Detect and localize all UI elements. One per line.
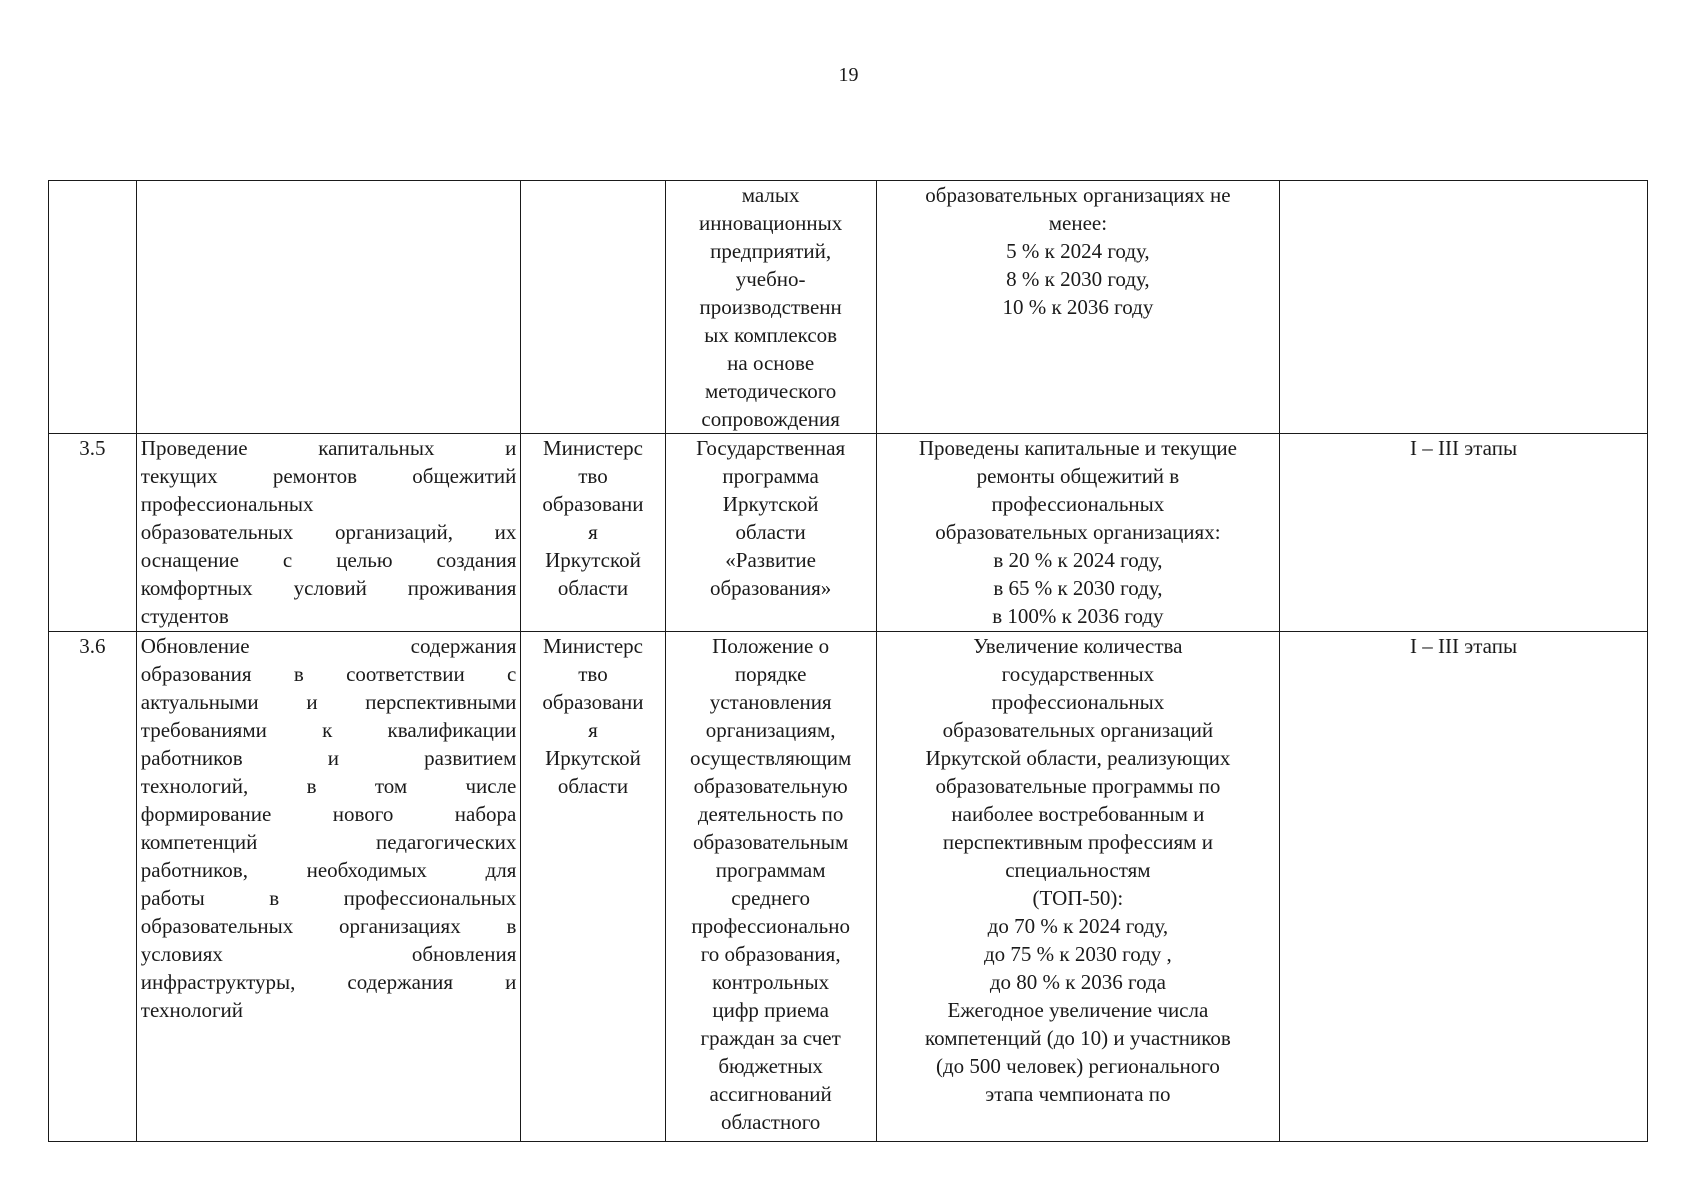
text-line: образования» xyxy=(710,576,832,600)
text-line: Иркутской области, реализующих xyxy=(925,746,1231,770)
text-line: инновационных xyxy=(699,211,843,235)
text-line: государственных xyxy=(1001,662,1155,686)
event-cell xyxy=(136,434,521,632)
text-line: в 65 % к 2030 году, xyxy=(993,576,1163,600)
text-line: (ТОП-50): xyxy=(1032,886,1124,910)
text-line: образовательных организаций xyxy=(942,718,1214,742)
text-line: я xyxy=(588,718,598,742)
text-line: Обновление содержания xyxy=(140,634,517,658)
text-line: среднего xyxy=(731,886,810,910)
row-number-cell xyxy=(49,181,137,434)
table-row xyxy=(49,434,1648,632)
text-line: программам xyxy=(715,858,826,882)
text-line: я xyxy=(588,520,598,544)
text-line: Положение о xyxy=(712,634,830,658)
text-line: Иркутской xyxy=(545,746,641,770)
event-cell xyxy=(136,181,521,434)
text-line: области xyxy=(557,774,629,798)
text-line: комфортных условий проживания xyxy=(140,576,517,600)
text-line: области xyxy=(557,576,629,600)
page-number: 19 xyxy=(838,64,859,86)
text-line: «Развитие xyxy=(725,548,816,572)
text-line: организациям, xyxy=(705,718,836,742)
text-line: оснащение с целью создания xyxy=(140,548,517,572)
text-line: компетенций (до 10) и участников xyxy=(924,1026,1231,1050)
text-line: технологий xyxy=(140,998,244,1022)
text-line: Министерс xyxy=(542,634,643,658)
text-line: условиях обновления xyxy=(140,942,517,966)
text-line: до 70 % к 2024 году, xyxy=(987,914,1169,938)
text-line: 5 % к 2024 году, xyxy=(1006,239,1150,263)
text-line: Иркутской xyxy=(545,548,641,572)
text-line: профессионально xyxy=(691,914,850,938)
text-line: студентов xyxy=(140,604,229,628)
text-line: 8 % к 2030 году, xyxy=(1006,267,1150,291)
text-line: на основе xyxy=(727,351,815,375)
text-line: требованиями к квалификации xyxy=(140,718,517,742)
row-number-cell: 3.6 xyxy=(49,632,137,1142)
text-line: осуществляющим xyxy=(690,746,852,770)
text-line: тво xyxy=(578,464,608,488)
text-line: образовательным xyxy=(693,830,849,854)
text-line: Государственная xyxy=(696,436,846,460)
text-line: граждан за счет xyxy=(700,1026,841,1050)
text-line: менее: xyxy=(1048,211,1108,235)
document-cell xyxy=(665,632,876,1142)
text-line: наиболее востребованным и xyxy=(951,802,1205,826)
text-line: Проведение капитальных и xyxy=(140,436,517,460)
text-line: технологий, в том числе xyxy=(140,774,517,798)
text-line: Министерс xyxy=(542,436,643,460)
text-line: образования в соответствии с xyxy=(140,662,517,686)
text-line: Увеличение количества xyxy=(973,634,1183,658)
text-line: компетенций педагогических xyxy=(140,830,517,854)
text-line: образовательных организациях в xyxy=(140,914,517,938)
text-line: методического xyxy=(705,379,837,403)
text-line: работы в профессиональных xyxy=(140,886,517,910)
text-line: тво xyxy=(578,662,608,686)
text-line: го образования, xyxy=(700,942,841,966)
text-line: образовательную xyxy=(693,774,848,798)
text-line: образовательных организациях не xyxy=(925,183,1231,207)
responsible-cell xyxy=(521,434,665,632)
text-line: 10 % к 2036 году xyxy=(1002,295,1154,319)
result-cell xyxy=(876,632,1279,1142)
text-line: Иркутской xyxy=(722,492,819,516)
text-line: этапа чемпионата по xyxy=(985,1082,1171,1106)
measures-table xyxy=(48,180,1648,1142)
table-row xyxy=(49,632,1648,1142)
text-line: контрольных xyxy=(712,970,830,994)
text-line: образовательных организациях: xyxy=(935,520,1221,544)
text-line: установления xyxy=(709,690,832,714)
text-line: ых комплексов xyxy=(704,323,838,347)
text-line: (до 500 человек) регионального xyxy=(935,1054,1220,1078)
text-line: ремонты общежитий в xyxy=(976,464,1180,488)
event-cell xyxy=(136,632,521,1142)
text-line: деятельность по xyxy=(697,802,844,826)
text-line: профессиональных xyxy=(140,492,314,516)
row-number-cell: 3.5 xyxy=(49,434,137,632)
result-cell xyxy=(876,434,1279,632)
text-line: программа xyxy=(722,464,819,488)
text-line: учебно- xyxy=(735,267,806,291)
document-cell xyxy=(665,434,876,632)
stage-cell xyxy=(1280,181,1648,434)
text-line: до 80 % к 2036 года xyxy=(989,970,1166,994)
text-line: производственн xyxy=(699,295,842,319)
text-line: работников, необходимых для xyxy=(140,858,517,882)
text-line: работников и развитием xyxy=(140,746,517,770)
text-line: профессиональных xyxy=(991,492,1165,516)
text-line: в 100% к 2036 году xyxy=(992,604,1164,628)
text-line: Ежегодное увеличение числа xyxy=(947,998,1209,1022)
text-line: образовательных организаций, их xyxy=(140,520,517,544)
text-line: цифр приема xyxy=(712,998,829,1022)
text-line: сопровождения xyxy=(701,407,840,431)
text-line: областного xyxy=(721,1110,821,1134)
text-line: образовани xyxy=(542,492,644,516)
text-line: порядке xyxy=(734,662,807,686)
text-line: инфраструктуры, содержания и xyxy=(140,970,517,994)
document-cell xyxy=(665,181,876,434)
text-line: перспективным профессиям и xyxy=(942,830,1213,854)
result-cell xyxy=(876,181,1279,434)
text-line: ассигнований xyxy=(709,1082,832,1106)
text-line: предприятий, xyxy=(710,239,832,263)
stage-cell: I – III этапы xyxy=(1280,434,1648,632)
text-line: текущих ремонтов общежитий xyxy=(140,464,517,488)
text-line: образовательные программы по xyxy=(935,774,1221,798)
text-line: формирование нового набора xyxy=(140,802,517,826)
text-line: профессиональных xyxy=(991,690,1165,714)
text-line: образовани xyxy=(542,690,644,714)
responsible-cell xyxy=(521,181,665,434)
text-line: актуальными и перспективными xyxy=(140,690,517,714)
text-line: специальностям xyxy=(1005,858,1151,882)
text-line: в 20 % к 2024 году, xyxy=(993,548,1163,572)
text-line: малых xyxy=(741,183,800,207)
text-line: области xyxy=(735,520,806,544)
table-row xyxy=(49,181,1648,434)
text-line: до 75 % к 2030 году , xyxy=(984,942,1172,966)
text-line: бюджетных xyxy=(718,1054,823,1078)
stage-cell: I – III этапы xyxy=(1280,632,1648,1142)
text-line: Проведены капитальные и текущие xyxy=(918,436,1237,460)
responsible-cell xyxy=(521,632,665,1142)
